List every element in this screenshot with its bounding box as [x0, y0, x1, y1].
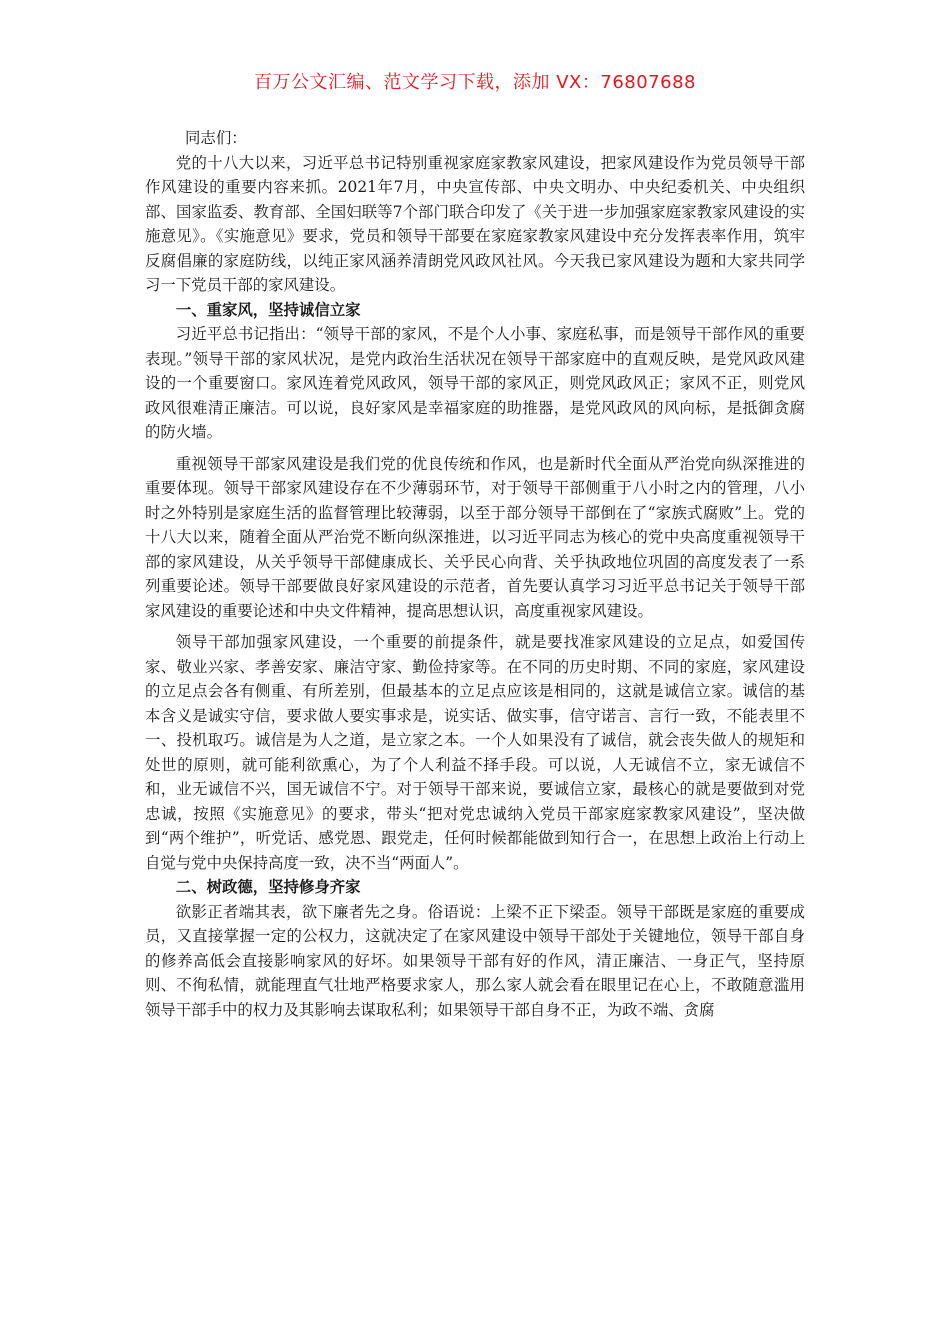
salutation: 同志们：: [185, 129, 247, 147]
section-2-paragraph-1: 欲影正者端其表，欲下廉者先之身。俗语说：上梁不正下梁歪。领导干部既是家庭的重要成员，又直接掌握一定的公权力，这就决定了在家风建设中领导干部处于关键地位，领导干部自身的修养高低会直接影响家风的好坏。如果领导干部有好的作风，清正廉洁、一身正气，坚持原则、不徇私情，就能理直气壮地严格要求家人，那么家人就会看在眼里记在心上，不敢随意滥用领导干部手中的权力及其影响去谋取私利；如果领导干部自身不正，为政不端、贪腐: [145, 902, 805, 1019]
section-1-heading: 一、重家风，坚持诚信立家: [175, 300, 361, 319]
section-2-heading: 二、树政德，坚持修身齐家: [175, 878, 361, 896]
section-1-paragraph-1: 习近平总书记指出：“领导干部的家风，不是个人小事、家庭私事，而是领导干部作风的重要表现。”领导干部的家风状况，是党内政治生活状况在领导干部家庭中的直观反映，是党风政风建设的一个重要窗口。家风连着党风政风，领导干部的家风正，则党风政风正；家风不正，则党风政风很难清正廉洁。可以说，良好家风是幸福家庭的助推器，是党风政风的风向标，是抵御贪腐的防火墙。: [145, 325, 805, 441]
document-body: [145, 126, 805, 1022]
section-1-paragraph-2: 重视领导干部家风建设是我们党的优良传统和作风，也是新时代全面从严治党向纵深推进的重要体现。领导干部家风建设存在不少薄弱环节，对于领导干部侧重于八小时之内的管理，八小时之外特别是家庭生活的监督管理比较薄弱，以至于部分领导干部倒在了“家族式腐败”上。党的十八大以来，随着全面从严治党不断向纵深推进，以习近平同志为核心的党中央高度重视领导干部的家风建设，从关乎领导干部健康成长、关乎民心向背、关乎执政地位巩固的高度发表了一系列重要论述。领导干部要做良好家风建设的示范者，首先要认真学习习近平总书记关于领导干部家风建设的重要论述和中央文件精神，提高思想认识，高度重视家风建设。: [145, 454, 805, 620]
intro-paragraph: 党的十八大以来，习近平总书记特别重视家庭家教家风建设，把家风建设作为党员领导干部作风建设的重要内容来抓。2021年7月，中央宣传部、中央文明办、中央纪委机关、中央组织部、国家监委、教育部、全国妇联等7个部门联合印发了《关于进一步加强家庭家教家风建设的实施意见》。《实施意见》要求，党员和领导干部要在家庭家教家风建设中充分发挥表率作用，筑牢反腐倡廉的家庭防线，以纯正家风涵养清朗党风政风社风。今天我已家风建设为题和大家共同学习一下党员干部的家风建设。: [145, 153, 805, 294]
header-banner: 百万公文汇编、范文学习下载，添加 VX：76807688: [254, 72, 696, 93]
section-1-paragraph-3: 领导干部加强家风建设，一个重要的前提条件，就是要找准家风建设的立足点，如爱国传家、敬业兴家、孝善安家、廉洁守家、勤俭持家等。在不同的历史时期、不同的家庭，家风建设的立足点会各有侧重、有所差别，但最基本的立足点应该是相同的，这就是诚信立家。诚信的基本含义是诚实守信，要求做人要实事求是，说实话、做实事，信守诺言、言行一致，不能表里不一、投机取巧。诚信是为人之道，是立家之本。一个人如果没有了诚信，就会丧失做人的规矩和处世的原则，就可能利欲熏心，为了个人利益不择手段。可以说，人无诚信不立，家无诚信不和，业无诚信不兴，国无诚信不宁。对于领导干部来说，要诚信立家，最核心的就是要做到对党忠诚，按照《实施意见》的要求，带头“把对党忠诚纳入党员干部家庭家教家风建设”，坚决做到“两个维护”，听党话、感党恩、跟党走，任何时候都能做到知行合一，在思想上政治上行动上自觉与党中央保持高度一致，决不当“两面人”。: [145, 633, 805, 872]
